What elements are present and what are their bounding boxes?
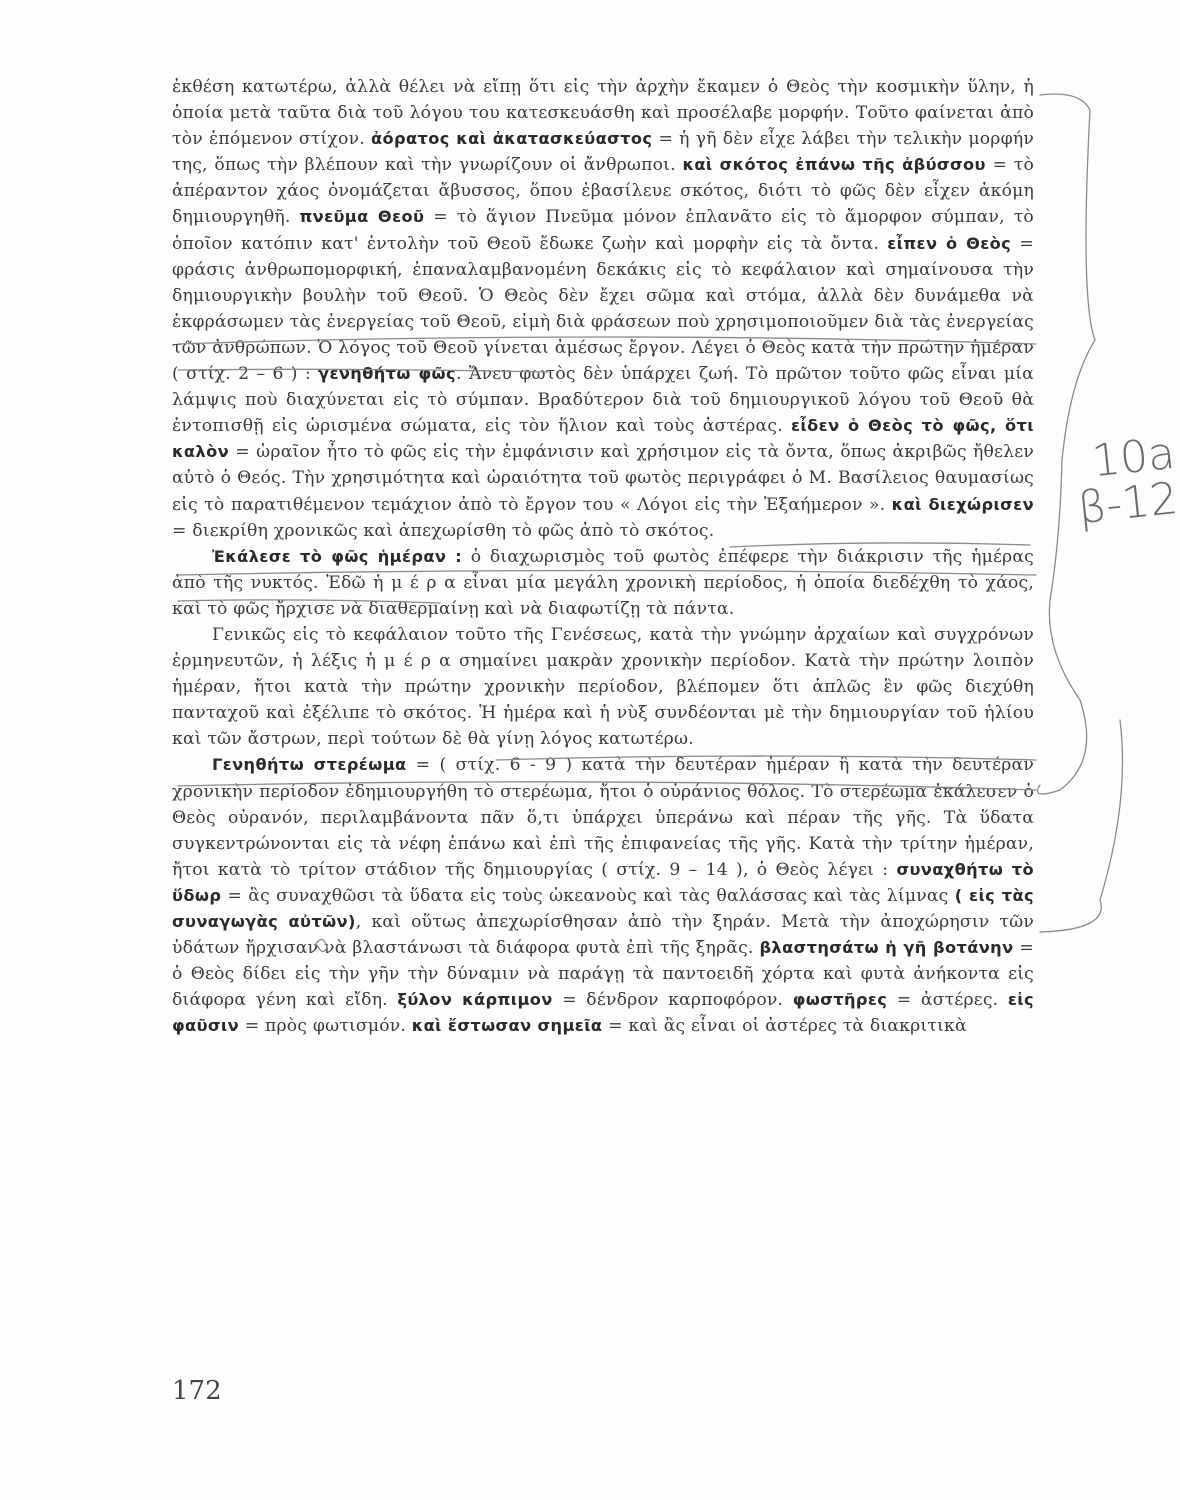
text-run: = ἀστέρες. <box>887 990 1008 1011</box>
key-term: Γενηθήτω στερέωμα <box>212 755 407 775</box>
paragraph-1 <box>172 74 1034 544</box>
text-run: , καὶ οὕτως ἀπεχωρίσθησαν ἀπὸ τὴν ξηράν. Μετὰ τὴν ἀποχώρησιν τῶν ὑδάτων ἤρχισαν νὰ βλαστάνωσι τὰ διάφορα φυτὰ ἐπὶ τῆς ξηρᾶς. <box>172 912 1035 959</box>
text-run: ὁ διαχωρισμὸς τοῦ φωτὸς ἐπέφερε τὴν διάκρισιν τῆς ἡμέρας ἀπὸ τῆς νυκτός. Ἐδῶ ἡ μ έ ρ α εἶναι μία μεγάλη χρονικὴ περίοδος, ἡ ὁποία διεδέχθη τὸ χάος, καὶ τὸ φῶς ἤρχισε νὰ διαθερμαίνῃ καὶ νὰ διαφωτίζῃ τὰ πάντα. <box>172 546 1034 619</box>
text-run: ἐκθέση κατωτέρω, ἀλλὰ θέλει νὰ εἴπῃ ὅτι εἰς τὴν ἀρχὴν ἔκαμεν ὁ Θεὸς τὴν κοσμικὴν ὕλην, ἡ ὁποία μετὰ ταῦτα διὰ τοῦ λόγου του κατεσκευάσθη καὶ προσέλαβε μορφήν. Τοῦτο φαίνεται ἀπὸ τὸν ἑπόμενον στίχον. <box>172 77 1034 150</box>
body-text <box>172 74 1034 1039</box>
text-run: . Ἄνευ φωτὸς δὲν ὑπάρχει ζωή. Τὸ πρῶτον τοῦτο φῶς εἶναι μία λάμψις ποὺ διαχύνεται εἰς τὸ σύμπαν. Βραδύτερον διὰ τοῦ δημιουργικοῦ λόγου τοῦ Θεοῦ θὰ ἐντοπισθῇ εἰς ὡρισμένα σώματα, εἰς τὸν ἥλιον καὶ τοὺς ἀστέρας. <box>172 364 1034 437</box>
text-run: = τὸ ἀπέραντον χάος ὀνομάζεται ἄβυσσος, ὅπου ἐβασίλευε σκότος, διότι τὸ φῶς δὲν εἶχεν ἀκόμη δημιουργηθῆ. <box>172 155 1035 228</box>
text-run: = καὶ ἂς εἶναι οἱ ἀστέρες τὰ διακριτικὰ <box>602 1016 967 1037</box>
text-run: = ὡραῖον ἦτο τὸ φῶς εἰς τὴν ἐμφάνισιν καὶ χρήσιμον εἰς τὰ ὄντα, ὅπως ἀκριβῶς ἤθελεν αὐτὸ ὁ Θεός. Τὴν χρησιμότητα καὶ ὡραιότητα τοῦ φωτὸς περιγράφει ὁ Μ. Βασίλειος θαυμασίως εἰς τὸ παρατιθέμενον τεμάχιον ἀπὸ τὸ ἔργον του « Λόγοι εἰς τὴν Ἑξαήμερον ». <box>172 442 1034 515</box>
key-term: ( εἰς τὰς συναγωγὰς αὐτῶν) <box>172 885 1034 931</box>
key-term: καὶ διεχώρισεν <box>891 494 1035 514</box>
text-run: = δένδρον καρποφόρον. <box>552 990 793 1011</box>
text-run: = ἂς συναχθῶσι τὰ ὕδατα εἰς τοὺς ὠκεανοὺς καὶ τὰς θαλάσσας καὶ τὰς λίμνας <box>221 885 955 906</box>
key-term: φωστῆρες <box>792 990 888 1010</box>
text-run: Γενικῶς εἰς τὸ κεφάλαιον τοῦτο τῆς Γενέσεως, κατὰ τὴν γνώμην ἀρχαίων καὶ συγχρόνων ἑρμηνευτῶν, ἡ λέξις ἡ μ έ ρ α σημαίνει μακρὰν χρονικὴν περίοδον. Κατὰ τὴν πρώτην λοιπὸν ἡμέραν, ἤτοι κατὰ τὴν πρώτην χρονικὴν περίοδον, βλέπομεν ὅτι ἁπλῶς ἓν φῶς διεχύθη πανταχοῦ καὶ ἐξέλιπε τὸ σκότος. Ἡ ἡμέρα καὶ ἡ νὺξ συνδέονται μὲ τὴν δημιουργίαν τοῦ ἡλίου καὶ τῶν ἄστρων, περὶ τούτων δὲ θὰ γίνῃ λόγος κατωτέρω. <box>172 624 1034 750</box>
page-number: 172 <box>172 1376 222 1406</box>
key-term: καὶ σκότος ἐπάνω τῆς ἀβύσσου <box>682 155 986 175</box>
key-term: Ἐκάλεσε τὸ φῶς ἡμέραν : <box>212 546 463 566</box>
paragraph-4 <box>172 752 1034 1039</box>
bracket-mark <box>1038 94 1096 794</box>
text-run: = διεκρίθη χρονικῶς καὶ ἀπεχωρίσθη τὸ φῶς ἀπὸ τὸ σκότος. <box>172 520 715 541</box>
key-term: βλαστησάτω ἡ γῆ βοτάνην <box>759 938 1014 958</box>
key-term: εἰς φαῦσιν <box>172 990 1034 1036</box>
text-run: = ὁ Θεὸς δίδει εἰς τὴν γῆν τὴν δύναμιν νὰ παράγῃ τὰ παντοειδῆ χόρτα καὶ φυτὰ ἀνήκοντα εἰς διάφορα γένη καὶ εἴδη. <box>172 938 1034 1011</box>
paragraph-3 <box>172 622 1034 752</box>
text-run: = ἡ γῆ δὲν εἶχε λάβει τὴν τελικὴν μορφήν της, ὅπως τὴν βλέπουν καὶ τὴν γνωρίζουν οἱ ἄνθρωποι. <box>172 129 1034 176</box>
key-term: εἶδεν ὁ Θεὸς τὸ φῶς, ὅτι καλὸν <box>172 416 1034 462</box>
text-run: = πρὸς φωτισμόν. <box>239 1016 412 1037</box>
text-run: = τὸ ἅγιον Πνεῦμα μόνον ἐπλανᾶτο εἰς τὸ ἄμορφον σύμπαν, τὸ ὁποῖον κατόπιν κατ' ἐντολὴν τοῦ Θεοῦ ἔδωκε ζωὴν καὶ μορφὴν εἰς τὰ ὄντα. <box>172 207 1034 254</box>
paragraph-2 <box>172 544 1034 622</box>
key-term: ξύλον κάρπιμον <box>397 990 553 1010</box>
key-term: ἀόρατος καὶ ἀκατασκεύαστος <box>370 129 653 149</box>
key-term: πνεῦμα Θεοῦ <box>299 207 425 227</box>
text-run: = φράσις ἀνθρωπομορφική, ἐπαναλαμβανομένη δεκάκις εἰς τὸ κεφάλαιον καὶ σημαίνουσα τὴν δημιουργικὴν βουλὴν τοῦ Θεοῦ. Ὁ Θεὸς δὲν ἔχει σῶμα καὶ στόμα, ἀλλὰ δὲν δυνάμεθα νὰ ἐκφράσωμεν τὰς ἐνεργείας τοῦ Θεοῦ, εἰμὴ διὰ φράσεων ποὺ χρησιμοποιοῦμεν διὰ τὰς ἐνεργείας τῶν ἀνθρώπων. Ὁ λόγος τοῦ Θεοῦ γίνεται ἀμέσως ἔργον. Λέγει ὁ Θεὸς κατὰ τὴν πρώτην ἡμέραν ( στίχ. 2 – 6 ) : <box>172 233 1035 385</box>
handwritten-margin-note: 10a <box>1089 427 1178 488</box>
bracket-mark <box>1040 720 1123 932</box>
key-term: γενηθήτω φῶς <box>318 364 456 384</box>
text-run: = ( στίχ. 6 - 9 ) κατὰ τὴν δευτέραν ἡμέραν ἢ κατὰ τὴν δευτέραν χρονικὴν περίοδον ἐδημιουργήθη τὸ στερέωμα, ἤτοι ὁ οὐράνιος θόλος. Τὸ στερέωμα ἐκάλεσεν ὁ Θεὸς οὐρανόν, περιλαμβάνοντα πᾶν ὅ,τι ὑπάρχει ὑπεράνω καὶ πέραν τῆς γῆς. Τὰ ὕδατα συγκεντρώνονται εἰς τὰ νέφη ἐπάνω καὶ ἐπὶ τῆς ἐπιφανείας τῆς γῆς. Κατὰ τὴν τρίτην ἡμέραν, ἤτοι κατὰ τὸ τρίτον στάδιον τῆς δημιουργίας ( στίχ. 9 – 14 ), ὁ Θεὸς λέγει : <box>172 755 1034 880</box>
key-term: καὶ ἔστωσαν σημεῖα <box>411 1016 603 1036</box>
handwritten-margin-note: β-12 <box>1075 472 1180 535</box>
key-term: εἶπεν ὁ Θεὸς <box>887 233 1012 253</box>
key-term: συναχθήτω τὸ ὕδωρ <box>172 859 1034 905</box>
